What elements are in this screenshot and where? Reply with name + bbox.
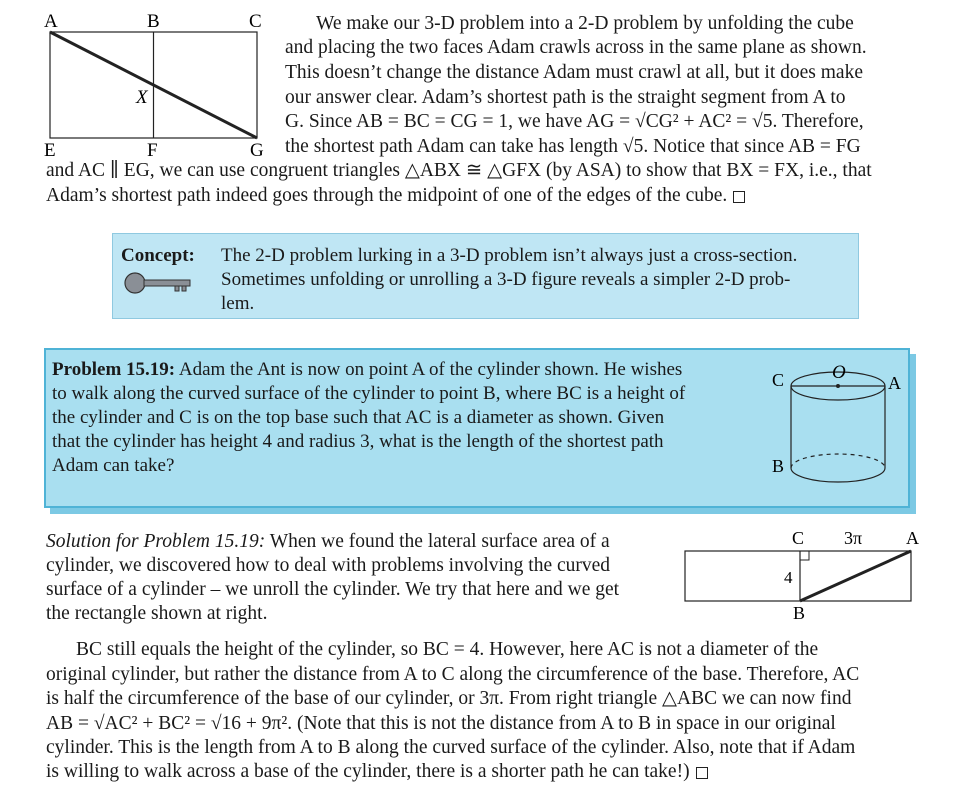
cyl-label-b: B (772, 456, 785, 476)
para1-line: Adam’s shortest path indeed goes through the midpoint of one of the edges of the cube. (46, 184, 745, 209)
cyl-label-c: C (772, 370, 785, 390)
bottom-front (791, 468, 885, 482)
cyl-label-a: A (888, 373, 901, 393)
para3-line: cylinder. This is the length from A to B along the curved surface of the cylinder. Also, note that if Adam (46, 737, 856, 758)
unrolled-rect (685, 551, 911, 601)
para3-line: original cylinder, but rather the distance from A to C along the circumference of the base. Therefore, AC (46, 664, 860, 685)
rect-label-c: C (792, 528, 805, 548)
label-x: X (136, 87, 148, 108)
label-c: C (249, 11, 262, 32)
para3-line: AB = √AC² + BC² = √16 + 9π². (Note that this is not the distance from A to B in space in our original (46, 713, 836, 734)
cyl-label-o: O (832, 362, 846, 383)
rect-label-height: 4 (784, 568, 793, 587)
para1-line: and AC ∥ EG, we can use congruent triangles △ABX ≅ △GFX (by ASA) to show that BX = FX, i.e., that (46, 160, 872, 181)
unfolded-cube-figure (40, 8, 280, 158)
para1-line: our answer clear. Adam’s shortest path is the straight segment from A to (285, 87, 846, 108)
label-b: B (147, 11, 160, 32)
ab-path (800, 551, 911, 601)
cylinder-figure (766, 356, 906, 496)
problem-line: Problem 15.19: Adam the Ant is now on point A of the cylinder shown. He wishes (52, 359, 683, 380)
concept-box (112, 233, 859, 319)
para1-line: and placing the two faces Adam crawls across in the same plane as shown. (285, 37, 867, 58)
para3-line: is half the circumference of the base of our cylinder, or 3π. From right triangle △ABC we can now find (46, 688, 852, 709)
problem-label: Problem 15.19: (52, 359, 176, 380)
rect-label-a: A (906, 528, 919, 548)
center-o (836, 384, 840, 388)
para3-line: is willing to walk across a base of the cylinder, there is a shorter path he can take!) (46, 760, 708, 785)
unrolled-rectangle-figure (680, 524, 930, 624)
solution-line: cylinder, we discovered how to deal with problems involving the curved (46, 555, 611, 576)
label-a: A (44, 11, 58, 32)
problem-box (44, 348, 910, 508)
problem-line: that the cylinder has height 4 and radius 3, what is the length of the shortest path (52, 431, 664, 452)
solution-label: Solution for Problem 15.19: (46, 531, 266, 552)
problem-line: to walk along the curved surface of the cylinder to point B, where BC is a height of (52, 383, 686, 404)
problem-line: Adam can take? (52, 455, 175, 476)
concept-line: The 2-D problem lurking in a 3-D problem isn’t always just a cross-section. (221, 245, 798, 266)
rect-label-width: 3π (844, 528, 863, 548)
right-angle-mark (800, 551, 809, 560)
rect-label-b: B (793, 603, 806, 623)
para1-line: G. Since AB = BC = CG = 1, we have AG = √CG² + AC² = √5. Therefore, (285, 111, 864, 132)
concept-label: Concept: (121, 245, 195, 266)
label-g: G (250, 140, 264, 158)
problem-line: the cylinder and C is on the top base such that AC is a diameter as shown. Given (52, 407, 665, 428)
qed-box (733, 191, 745, 203)
key-icon (123, 270, 195, 296)
para1-line: We make our 3-D problem into a 2-D problem by unfolding the cube (316, 13, 854, 34)
qed-box (696, 767, 708, 779)
para1-line: the shortest path Adam can take has length √5. Notice that since AB = FG (285, 136, 861, 157)
solution-line: the rectangle shown at right. (46, 603, 268, 624)
bottom-back (791, 454, 885, 468)
concept-line: Sometimes unfolding or unrolling a 3-D figure reveals a simpler 2-D prob- (221, 269, 791, 290)
para3-line: BC still equals the height of the cylinder, so BC = 4. However, here AC is not a diameter of the (76, 639, 819, 660)
para1-line: This doesn’t change the distance Adam must crawl at all, but it does make (285, 62, 863, 83)
concept-line: lem. (221, 293, 255, 314)
solution-line: Solution for Problem 15.19: When we found the lateral surface area of a (46, 531, 610, 552)
solution-line: surface of a cylinder – we unroll the cylinder. We try that here and we get (46, 579, 620, 600)
label-f: F (147, 140, 158, 158)
label-e: E (44, 140, 56, 158)
